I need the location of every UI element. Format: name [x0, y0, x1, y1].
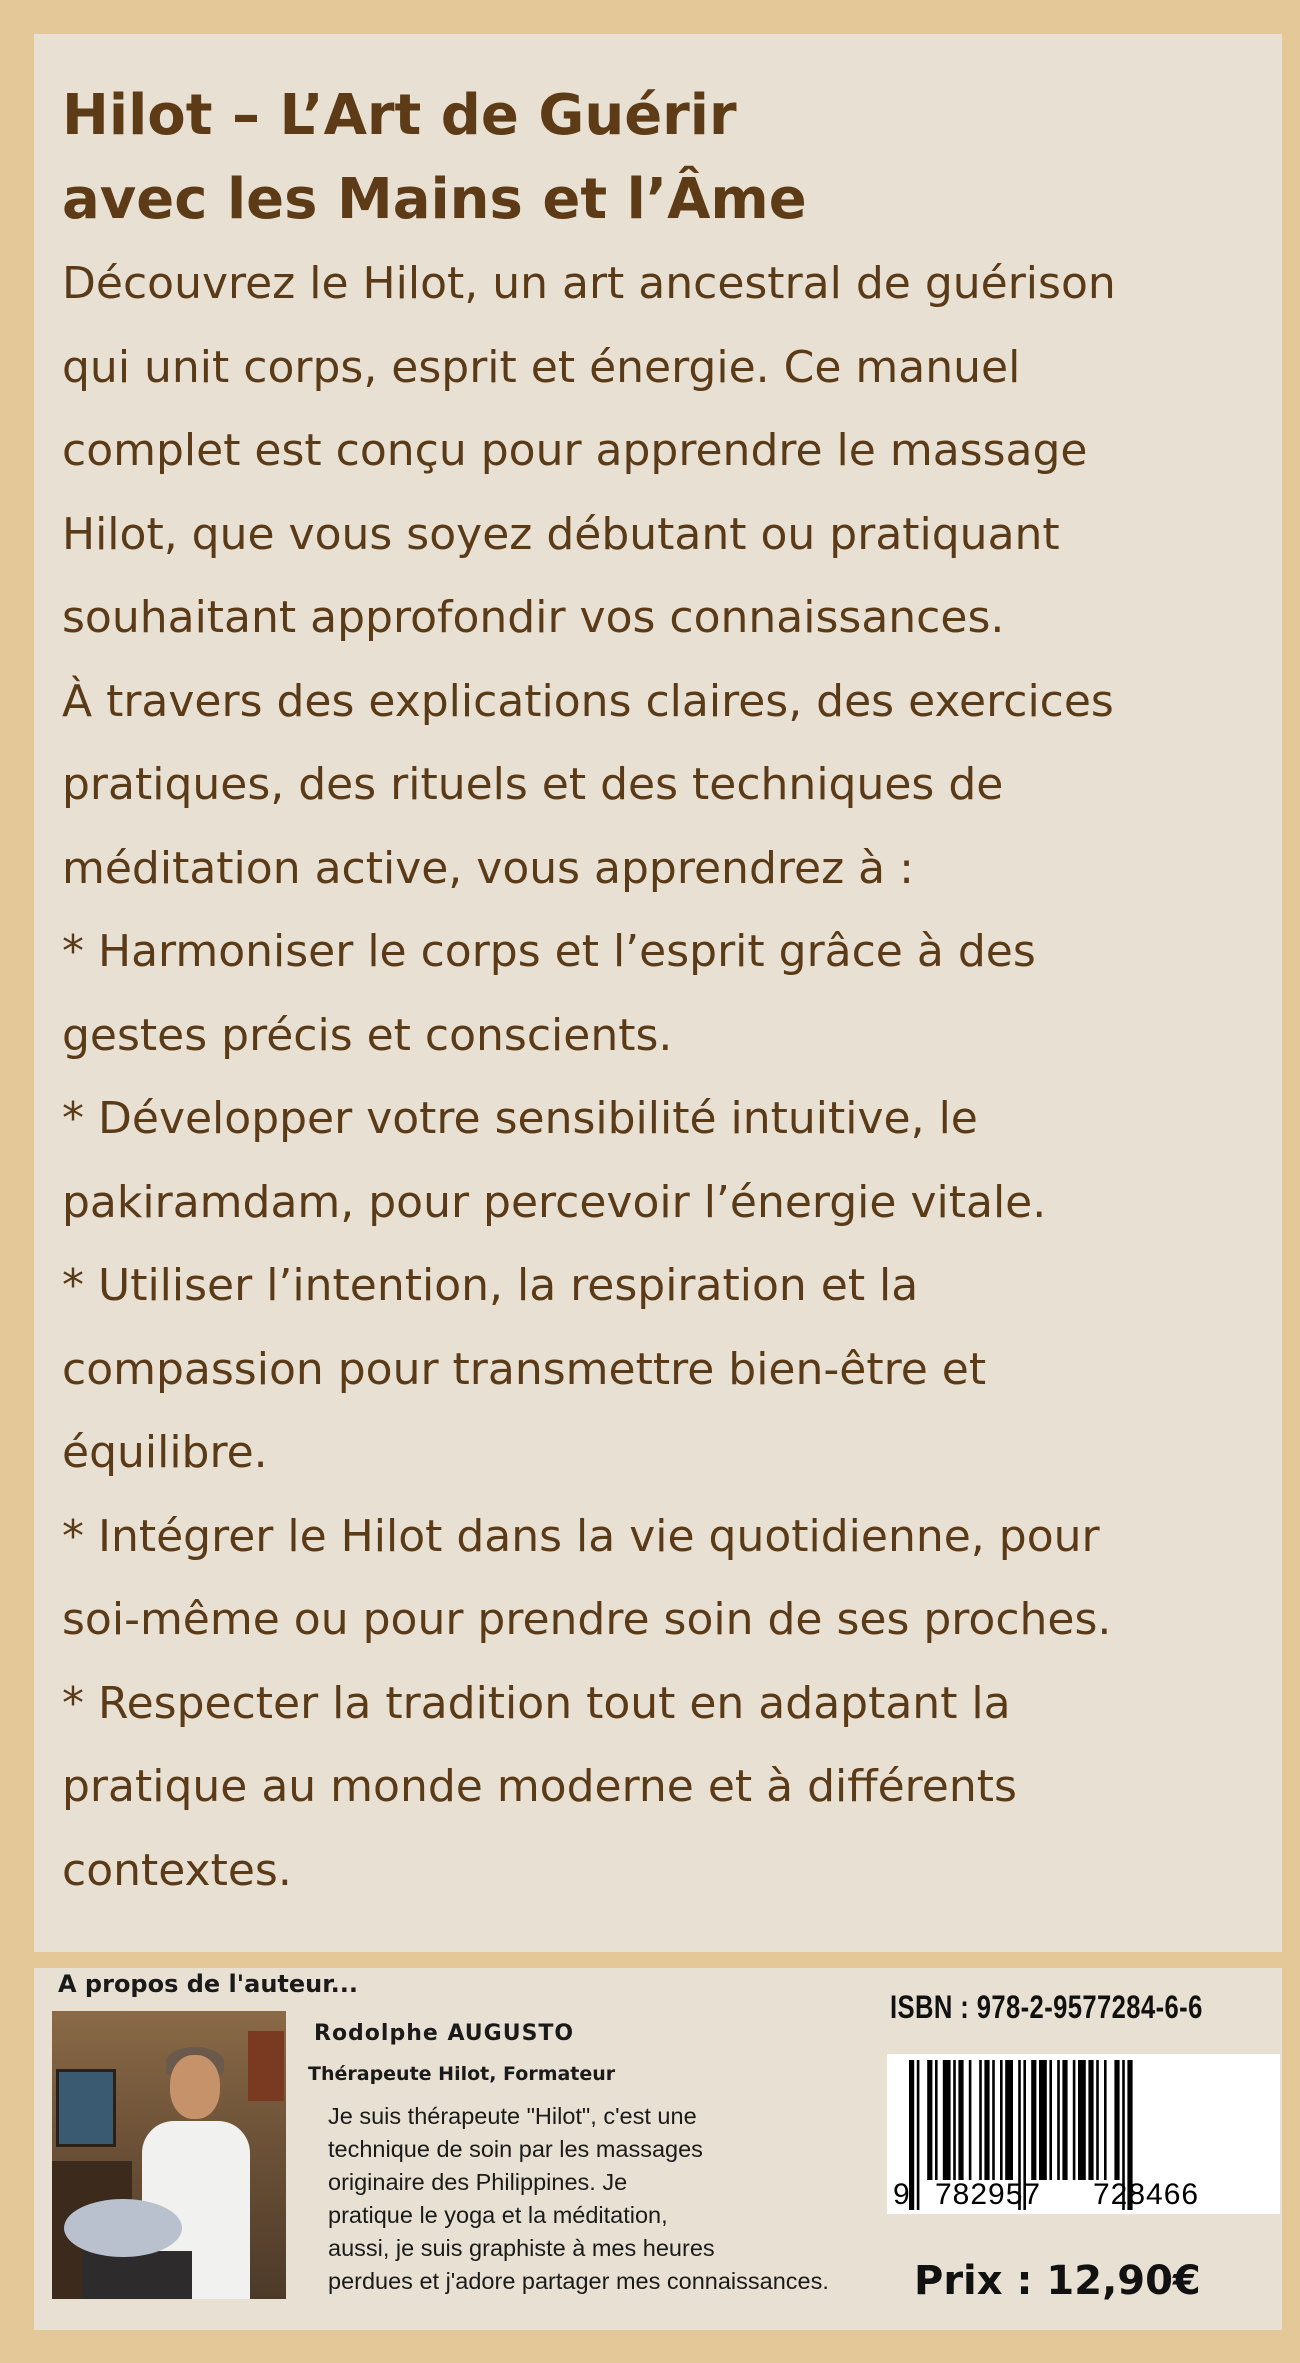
bullet-item: * Harmoniser le corps et l’esprit grâce à des gestes précis et conscients. [62, 926, 1036, 1061]
photo-statue [248, 2031, 284, 2101]
intro-paragraph: Découvrez le Hilot, un art ancestral de guérison qui unit corps, esprit et énergie. Ce manuel complet est conçu pour apprendre le massage Hilot, que vous soyez débutant ou pratiquant souhaitant approfondir vos connaissances. [62, 258, 1116, 643]
author-name: Rodolphe AUGUSTO [314, 2021, 575, 2046]
barcode [887, 2054, 1280, 2214]
bullet-item: * Développer votre sensibilité intuitive, le pakiramdam, pour percevoir l’énergie vitale. [62, 1093, 1047, 1228]
barcode-bar [992, 2060, 995, 2180]
author-photo [52, 2011, 286, 2299]
barcode-bar [1049, 2060, 1052, 2180]
barcode-bar [1031, 2060, 1036, 2180]
photo-painting [56, 2069, 116, 2147]
barcode-bar [953, 2060, 956, 2180]
isbn-label: ISBN : 978-2-9577284-6-6 [890, 1989, 1203, 2025]
barcode-bar [1005, 2060, 1013, 2180]
barcode-bar [927, 2060, 932, 2180]
barcode-bar [1062, 2060, 1067, 2180]
photo-headrest [64, 2199, 182, 2257]
barcode-bar [1078, 2060, 1086, 2180]
barcode-bar [917, 2060, 920, 2210]
price-label: Prix : 12,90€ [914, 2258, 1201, 2304]
barcode-bar [1114, 2060, 1119, 2180]
about-author-label: A propos de l'auteur... [58, 1970, 359, 1998]
barcode-bar [984, 2060, 989, 2180]
book-title [62, 74, 1282, 242]
barcode-bar [909, 2060, 914, 2210]
barcode-bar [1096, 2060, 1099, 2180]
barcode-left-digits: 782957 [935, 2178, 1042, 2211]
photo-massage-table [82, 2251, 192, 2299]
barcode-bar [1039, 2060, 1047, 2180]
author-bio: Je suis thérapeute "Hilot", c'est une technique de soin par les massages originaire des Philippines. Je pratique le yoga et la méditation, aussi, je suis graphiste à mes heures perdues et j'adore partager mes connaissances. [328, 2103, 829, 2294]
barcode-bar [979, 2060, 982, 2180]
book-title-line-2: avec les Mains et l’Âme [62, 167, 807, 232]
barcode-bar [943, 2060, 951, 2180]
barcode-bar [935, 2060, 938, 2180]
barcode-first-digit: 9 [893, 2178, 910, 2211]
author-info-panel [34, 1968, 1282, 2330]
barcode-bar [1057, 2060, 1060, 2180]
bullet-item: * Intégrer le Hilot dans la vie quotidienne, pour soi-même ou pour prendre soin de ses proches. [62, 1510, 1112, 1645]
back-cover-text-panel [34, 34, 1282, 1952]
author-role: Thérapeute Hilot, Formateur [308, 2063, 616, 2085]
barcode-bar [1088, 2060, 1093, 2180]
bullet-item: * Respecter la tradition tout en adaptant la pratique au monde moderne et à différents contextes. [62, 1677, 1017, 1896]
through-paragraph: À travers des explications claires, des exercices pratiques, des rituels et des techniques de méditation active, vous apprendrez à : [62, 675, 1114, 894]
barcode-bar [1073, 2060, 1076, 2180]
barcode-bar [1000, 2060, 1003, 2180]
book-title-line-1: Hilot – L’Art de Guérir [62, 83, 737, 148]
barcode-bar [969, 2060, 972, 2180]
barcode-right-digits: 728466 [1093, 2178, 1200, 2211]
book-description [62, 242, 1282, 1912]
photo-head [170, 2055, 220, 2119]
barcode-bar [958, 2060, 963, 2180]
bullet-item: * Utiliser l’intention, la respiration et la compassion pour transmettre bien-être et équilibre. [62, 1260, 987, 1478]
barcode-bar [1104, 2060, 1107, 2180]
